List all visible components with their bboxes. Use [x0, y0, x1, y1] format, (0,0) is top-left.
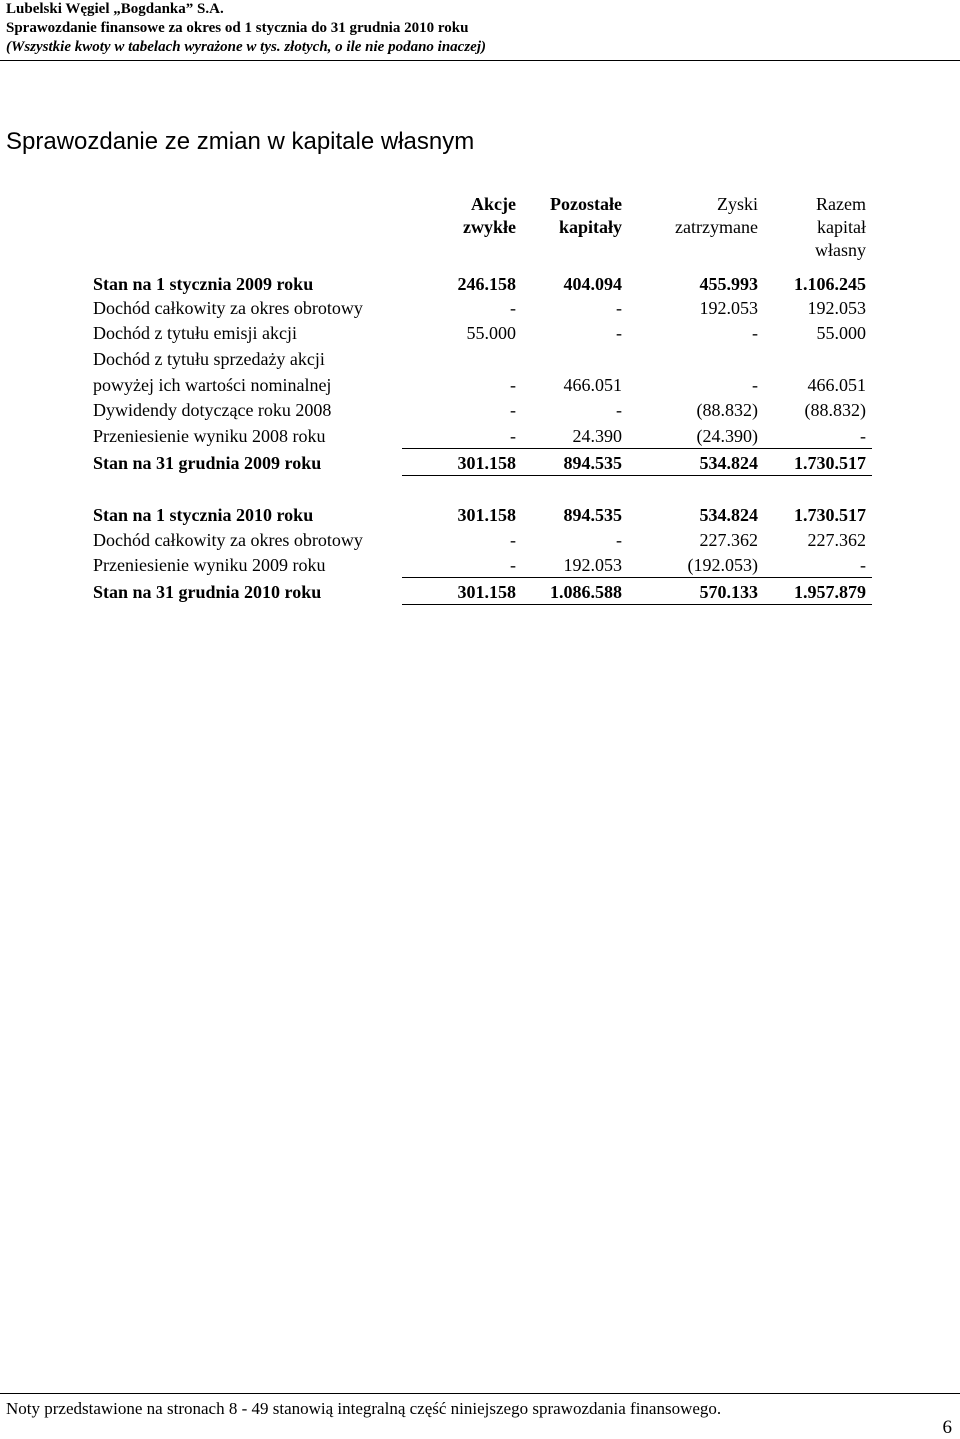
cell-razem: 1.730.517 — [794, 453, 866, 473]
cell-razem: 1.730.517 — [794, 505, 866, 525]
table-row-opening-2010 — [0, 503, 960, 527]
cell-zyski: (192.053) — [687, 555, 758, 575]
total-rule — [402, 604, 872, 605]
row-label: Dochód całkowity za okres obrotowy — [93, 298, 363, 318]
cell-zyski: - — [752, 375, 758, 395]
cell-pozostale: 192.053 — [563, 555, 622, 575]
row-label: Przeniesienie wyniku 2009 roku — [93, 555, 326, 575]
cell-akcje: - — [510, 400, 516, 420]
cell-razem: 1.106.245 — [794, 274, 866, 294]
header-divider — [0, 60, 960, 61]
row-label: Stan na 31 grudnia 2010 roku — [93, 582, 322, 602]
table-row — [0, 553, 960, 577]
footer-note: Noty przedstawione na stronach 8 - 49 stanowią integralną część niniejszego sprawozdania finansowego. — [6, 1399, 722, 1418]
cell-razem: - — [860, 426, 866, 446]
cell-akcje: - — [510, 530, 516, 550]
cell-zyski: 534.824 — [699, 453, 758, 473]
row-label: Przeniesienie wyniku 2008 roku — [93, 426, 326, 446]
total-rule — [402, 475, 872, 476]
subtotal-rule — [402, 448, 872, 449]
cell-razem: 466.051 — [807, 375, 866, 395]
column-header-pozostale: Pozostałe kapitały — [550, 194, 622, 237]
footer-divider — [0, 1393, 960, 1394]
section-title: Sprawozdanie ze zmian w kapitale własnym — [6, 128, 475, 155]
column-header-akcje: Akcje zwykłe — [463, 194, 516, 237]
table-row-closing-2010 — [0, 580, 960, 604]
cell-zyski: 227.362 — [699, 530, 758, 550]
cell-akcje: - — [510, 298, 516, 318]
row-label: Dochód całkowity za okres obrotowy — [93, 530, 363, 550]
cell-razem: 55.000 — [816, 323, 866, 343]
table-row — [0, 398, 960, 422]
cell-zyski: 192.053 — [699, 298, 758, 318]
cell-zyski: (24.390) — [696, 426, 758, 446]
table-row — [0, 321, 960, 345]
column-header-zyski: Zyski zatrzymane — [675, 194, 758, 237]
amounts-note: (Wszystkie kwoty w tabelach wyrażone w tys. złotych, o ile nie podano inaczej) — [6, 39, 486, 55]
table-row-opening-2009 — [0, 272, 960, 296]
cell-pozostale: 1.086.588 — [550, 582, 622, 602]
row-label: Dochód z tytułu sprzedaży akcji — [93, 349, 325, 369]
cell-akcje: 301.158 — [457, 505, 516, 525]
cell-razem: 192.053 — [807, 298, 866, 318]
row-label: Dochód z tytułu emisji akcji — [93, 323, 297, 343]
cell-zyski: - — [752, 323, 758, 343]
cell-razem: (88.832) — [804, 400, 866, 420]
company-name: Lubelski Węgiel „Bogdanka” S.A. — [6, 1, 224, 17]
row-label: Dywidendy dotyczące roku 2008 — [93, 400, 332, 420]
cell-akcje: 55.000 — [466, 323, 516, 343]
cell-pozostale: - — [616, 530, 622, 550]
column-header-razem: Razem kapitał własny — [815, 194, 866, 260]
cell-razem: 1.957.879 — [794, 582, 866, 602]
cell-pozostale: - — [616, 298, 622, 318]
cell-akcje: 301.158 — [457, 582, 516, 602]
document-header — [6, 0, 960, 57]
statement-period: Sprawozdanie finansowe za okres od 1 stycznia do 31 grudnia 2010 roku — [6, 20, 469, 36]
cell-akcje: - — [510, 555, 516, 575]
page-number: 6 — [942, 1417, 952, 1438]
cell-razem: 227.362 — [807, 530, 866, 550]
cell-akcje: - — [510, 375, 516, 395]
row-label: Stan na 31 grudnia 2009 roku — [93, 453, 322, 473]
cell-pozostale: 404.094 — [563, 274, 622, 294]
cell-zyski: 534.824 — [699, 505, 758, 525]
cell-pozostale: - — [616, 323, 622, 343]
row-label: powyżej ich wartości nominalnej — [93, 375, 332, 395]
cell-akcje: - — [510, 426, 516, 446]
table-row — [0, 528, 960, 552]
cell-pozostale: 466.051 — [563, 375, 622, 395]
cell-akcje: 301.158 — [457, 453, 516, 473]
cell-pozostale: 894.535 — [563, 505, 622, 525]
cell-zyski: 455.993 — [699, 274, 758, 294]
table-row — [0, 347, 960, 371]
cell-pozostale: 24.390 — [572, 426, 622, 446]
table-row — [0, 373, 960, 397]
row-label: Stan na 1 stycznia 2010 roku — [93, 505, 314, 525]
cell-razem: - — [860, 555, 866, 575]
cell-akcje: 246.158 — [457, 274, 516, 294]
cell-zyski: 570.133 — [699, 582, 758, 602]
table-row — [0, 296, 960, 320]
row-label: Stan na 1 stycznia 2009 roku — [93, 274, 314, 294]
cell-pozostale: 894.535 — [563, 453, 622, 473]
table-row — [0, 424, 960, 448]
subtotal-rule — [402, 577, 872, 578]
cell-zyski: (88.832) — [696, 400, 758, 420]
table-row-closing-2009 — [0, 451, 960, 475]
cell-pozostale: - — [616, 400, 622, 420]
